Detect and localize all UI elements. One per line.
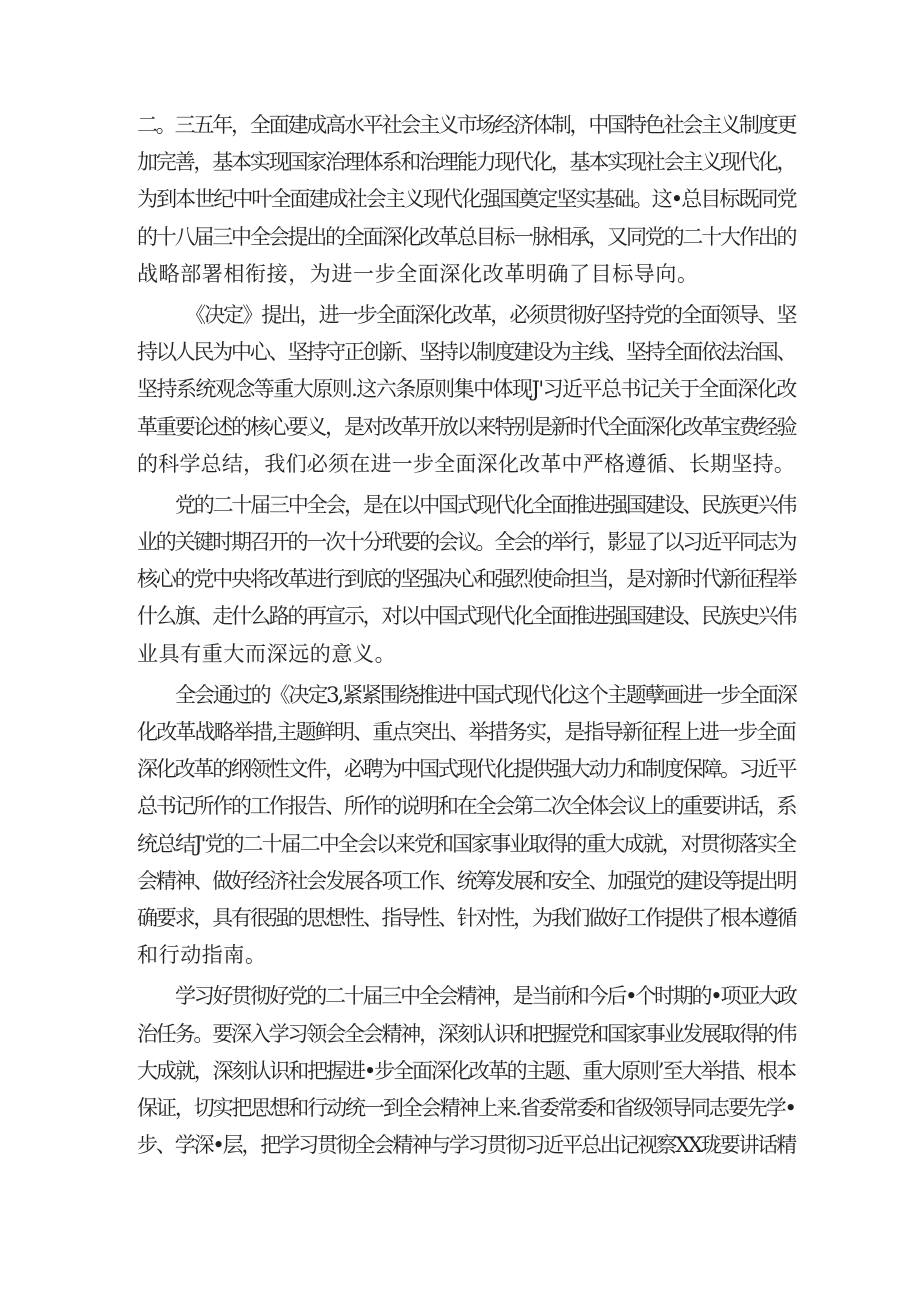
text-line: 的十八届三中全会提出的全面深化改革总目标一脉相承，又同党的二十大作出的 <box>137 224 796 249</box>
text-line: 加完善，基本实现国家治理体系和治理能力现代化，基本实现社会主义现代化， <box>137 150 796 175</box>
text-line: 《决定》提出，进一步全面深化改革，必须贯彻好坚持党的全面领导、坚 <box>185 302 796 327</box>
text-line: 业具有重大而深远的意义。 <box>137 641 397 666</box>
text-line: 的科学总结，我们必须在进一步全面深化改革中严格遵循、长期坚持。 <box>137 451 796 476</box>
text-line: 确要求，具有很强的思想性、指导性、针对性，为我们做好工作提供了根本遵循 <box>137 905 796 930</box>
text-line: 保证，切实把思想和行动统一到全会精神上来.省委常委和省级领导同志要先学• <box>137 1095 795 1120</box>
text-line: 全会通过的《决定3,紧紧围绕推进中国式现代化这个主题孽画进一步全面深 <box>175 682 796 707</box>
text-line: 深化改革的纲领性文件，必聘为中国式现代化提供强大动力和制度保障。习近平 <box>137 757 796 782</box>
text-line: 和行动指南。 <box>137 943 267 968</box>
text-line: 学习好贯彻好党的二十届三中全会精神，是当前和今后•个时期的•项亚大政 <box>175 984 796 1009</box>
text-line: 会精神、做好经济社会发展各项工作、统筹发展和安全、加强党的建设等提出明 <box>137 868 796 893</box>
document-body <box>137 107 797 1168</box>
text-line: 业的关键时期召开的一次十分玳要的会议。全会的举行，影显了以习近平同志为 <box>137 530 796 555</box>
text-line: 大成就，深刻认识和把握进•步全面深化改革的主题、重大原则’至大举措、根本 <box>137 1058 795 1083</box>
paragraph-2 <box>137 297 797 483</box>
text-line: 总书记所作的工作报告、所作的说明和在全会第二次全体会议上的重要讲话，系 <box>137 794 796 819</box>
text-line: 治任务。要深入学习领会全会精神，深刻认识和把握党和国家事业发展取得的伟 <box>137 1021 796 1046</box>
text-line: 什么旗、走什么路的再宣示，对以中国式现代化全面推进强国建设、民族史兴伟 <box>137 604 796 629</box>
text-line: 党的二十届三中全会，是在以中国式现代化全面推进强国建设、民族更兴伟 <box>175 492 796 517</box>
text-line: 统总结J'党的二十届二中全会以来党和国家事业取得的重大成就，对贯彻落实全 <box>137 831 795 856</box>
text-line: 化改革战略举措,主题鲜明、重点突出、举措务实，是指导新征程上进一步全面 <box>137 720 795 744</box>
paragraph-5 <box>137 978 797 1164</box>
text-line: 步、学深•层，把学习贯彻全会精神与学习贯彻习近平总出记视察XX珑要讲话精 <box>137 1133 796 1158</box>
text-line: 为到本世纪中叶全面建成社会主义现代化强国奠定坚实基础。这•总目标既同党 <box>137 187 796 212</box>
text-line: 二。三五年，全面建成高水平社会主义市场经济体制，中国特色社会主义制度更 <box>137 113 796 137</box>
text-line: 核心的党中央将改革进行到底的坚强决心和强烈使命担当，是对新时代新征程举 <box>137 567 796 592</box>
paragraph-1 <box>137 107 797 293</box>
text-line: 持以人民为中心、坚持守正创新、坚持以制度建设为主线、坚持全面依法治国、 <box>137 340 796 365</box>
paragraph-3 <box>137 487 797 673</box>
text-line: 坚持系统观念等重大原则.这六条原则集中体现J'习近平总书记关于全面深化改 <box>137 377 796 402</box>
paragraph-4 <box>137 677 797 975</box>
text-line: 革重要论述的核心要义，是对改革开放以来特别是新时代全面深化改革宝费经验 <box>137 414 796 439</box>
text-line: 战略部署相衔接，为进一步全面深化改革明确了目标导向。 <box>137 261 699 286</box>
